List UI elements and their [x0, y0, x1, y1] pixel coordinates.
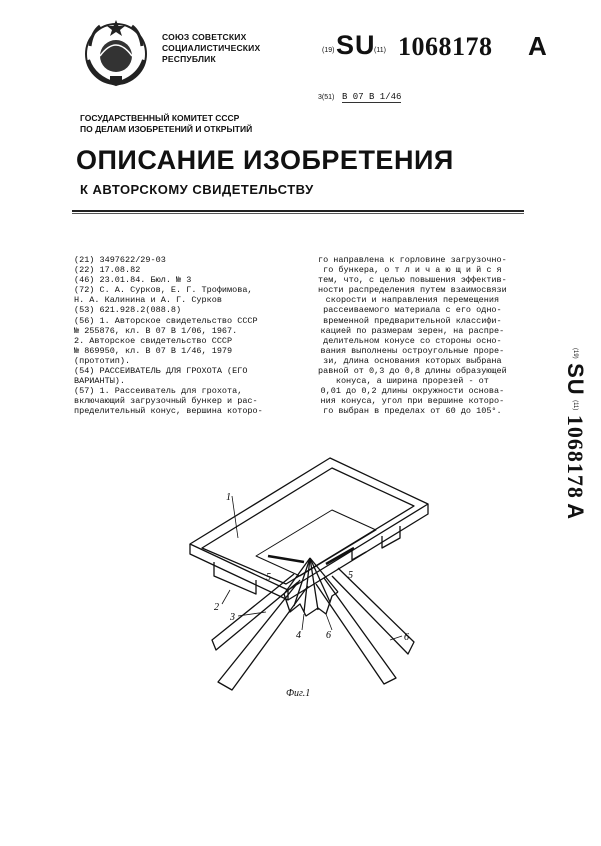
text-line: кацией по размерам зерен, на распре-: [320, 325, 505, 336]
text-line: № 869950, кл. В 07 В 1/46, 1979: [74, 345, 233, 356]
text-line: Н. А. Калинина и А. Г. Сурков: [74, 295, 222, 306]
header-divider: [72, 210, 524, 212]
code-19: (19): [322, 47, 335, 54]
vertical-patent-digits: 1068178: [563, 414, 588, 499]
vertical-code-19: (19): [572, 348, 578, 359]
label-3: 3: [230, 612, 235, 623]
bar-5-left: [268, 556, 304, 562]
text-line: го направлена к горловине загрузочно-: [318, 255, 507, 265]
text-line: пределительный конус, вершина которо-: [74, 406, 263, 417]
committee-name: [80, 113, 252, 135]
text-line: равной от 0,3 до 0,8 длины образующей: [318, 366, 507, 377]
text-line: (54) РАССЕИВАТЕЛЬ ДЛЯ ГРОХОТА (ЕГО: [74, 366, 248, 377]
text-line: № 255876, кл. В 07 В 1/06, 1967.: [74, 325, 238, 336]
vertical-code-11: (11): [572, 400, 578, 411]
text-line: ности распределения путем взаимосвязи: [318, 285, 507, 296]
org-line: СОЮЗ СОВЕТСКИХ: [162, 32, 247, 42]
ipc-classification: В 07 В 1/46: [342, 92, 402, 102]
committee-line: ПО ДЕЛАМ ИЗОБРЕТЕНИЙ И ОТКРЫТИЙ: [80, 124, 253, 134]
text-line: вания выполнены остроугольные проре-: [320, 345, 505, 356]
code-11: (11): [374, 47, 386, 54]
text-line: го бункера, о т л и ч а ю щ и й с я: [323, 265, 502, 276]
committee-line: ГОСУДАРСТВЕННЫЙ КОМИТЕТ СССР: [80, 113, 240, 123]
bibliographic-column: [74, 255, 263, 417]
claim-column: [318, 255, 507, 417]
text-line: скорости и направления перемещения: [325, 295, 500, 306]
text-line: (53) 621.928.2(088.8): [74, 305, 182, 316]
state-emblem-icon: [80, 16, 152, 88]
text-line: ния конуса, угол при вершине которо-: [320, 396, 505, 407]
text-line: включающий загрузочный бункер и рас-: [74, 396, 258, 407]
label-1: 1: [226, 492, 231, 503]
text-line: временной предварительной классифи-: [323, 315, 502, 326]
text-line: (46) 23.01.84. Бюл. № 3: [74, 275, 192, 286]
support-bracket-2: [214, 562, 256, 594]
text-line: ВАРИАНТЫ).: [74, 376, 126, 387]
text-line: (57) 1. Рассеиватель для грохота,: [74, 386, 243, 397]
text-line: го выбран в пределах от 60 до 105°.: [323, 406, 502, 417]
label-2: 2: [214, 602, 219, 613]
document-subtitle: К АВТОРСКОМУ СВИДЕТЕЛЬСТВУ: [80, 182, 314, 197]
document-title: ОПИСАНИЕ ИЗОБРЕТЕНИЯ: [76, 145, 454, 175]
country-code: SU: [336, 30, 376, 60]
text-line: 0,01 до 0,2 длины окружности основа-: [320, 386, 505, 397]
vertical-patent-number: [548, 348, 588, 668]
text-line: (22) 17.08.82: [74, 265, 141, 276]
patent-number: 1068178: [398, 32, 493, 61]
org-line: СОЦИАЛИСТИЧЕСКИХ: [162, 43, 261, 53]
text-line: 2. Авторское свидетельство СССР: [74, 335, 233, 346]
technical-drawing: [176, 444, 436, 714]
vertical-country-code: SU: [563, 363, 588, 396]
label-5-left: 5: [266, 572, 271, 583]
document-kind: A: [528, 31, 547, 61]
label-6-center: 6: [326, 630, 331, 641]
text-line: (прототип).: [74, 355, 131, 366]
vertical-kind: A: [563, 503, 588, 520]
text-line: зи, длина основания которых выбрана: [323, 355, 502, 366]
figure-caption: Фиг.1: [286, 688, 311, 699]
header-divider-thin: [72, 213, 524, 214]
organization-name: [162, 32, 260, 65]
text-line: рассеиваемого материала с его одно-: [323, 305, 502, 316]
text-line: конуса, а ширина прорезей - от: [335, 376, 489, 387]
ipc-code-label: 3(51): [318, 94, 335, 101]
label-4: 4: [296, 630, 301, 641]
text-line: (21) 3497622/29-03: [74, 255, 166, 265]
hopper-inner-rim: [202, 468, 414, 584]
hopper-wall: [190, 504, 428, 600]
text-line: делительном конусе со стороны осно-: [323, 335, 502, 346]
label-5-right: 5: [348, 570, 353, 581]
text-line: (56) 1. Авторское свидетельство СССР: [74, 315, 258, 326]
label-6-right: 6: [404, 632, 409, 643]
org-line: РЕСПУБЛИК: [162, 54, 216, 64]
text-line: тем, что, с целью повышения эффектив-: [318, 275, 507, 286]
text-line: (72) С. А. Сурков, Е. Г. Трофимова,: [74, 285, 253, 296]
